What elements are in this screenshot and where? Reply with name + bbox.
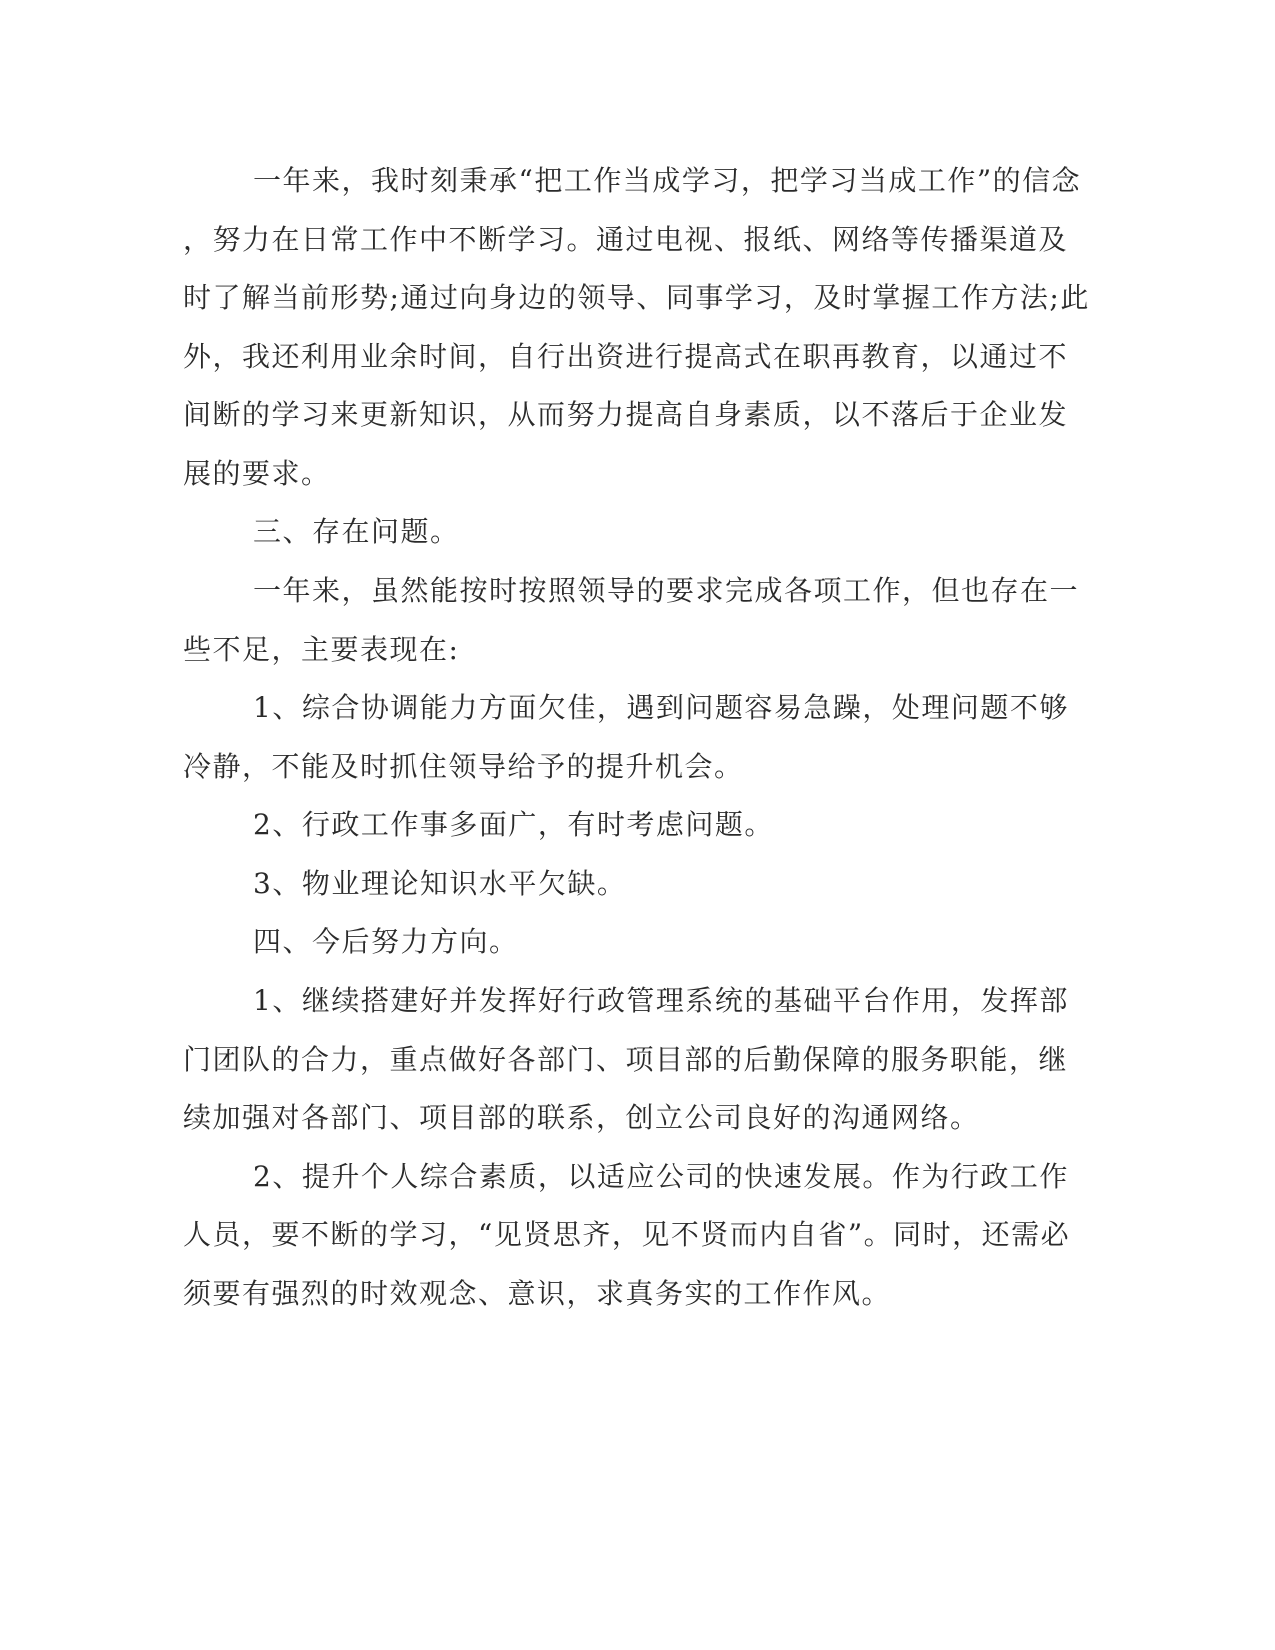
text-line: 些不足，主要表现在:	[183, 633, 460, 666]
text-line: ，努力在日常工作中不断学习。通过电视、报纸、网络等传播渠道及	[183, 223, 1069, 256]
text-line: 一年来，虽然能按时按照领导的要求完成各项工作，但也存在一	[253, 574, 1080, 607]
list-item: 1、继续搭建好并发挥好行政管理系统的基础平台作用，发挥部	[253, 984, 1069, 1017]
list-item: 2、提升个人综合素质，以适应公司的快速发展。作为行政工作	[253, 1160, 1069, 1193]
text-line: 时了解当前形势;通过向身边的领导、同事学习，及时掌握工作方法;此	[183, 281, 1090, 314]
text-line: 门团队的合力，重点做好各部门、项目部的后勤保障的服务职能，继	[183, 1043, 1069, 1076]
text-line: 须要有强烈的时效观念、意识，求真务实的工作作风。	[183, 1277, 892, 1310]
list-item: 2、行政工作事多面广，有时考虑问题。	[253, 808, 774, 841]
text-line: 一年来，我时刻秉承“把工作当成学习，把学习当成工作”的信念	[253, 164, 1082, 197]
list-item: 1、综合协调能力方面欠佳，遇到问题容易急躁，处理问题不够	[253, 691, 1069, 724]
text-line: 间断的学习来更新知识，从而努力提高自身素质，以不落后于企业发	[183, 398, 1069, 431]
text-line: 外，我还利用业余时间，自行出资进行提高式在职再教育，以通过不	[183, 340, 1069, 373]
list-item: 3、物业理论知识水平欠缺。	[253, 867, 627, 900]
text-line: 人员，要不断的学习，“见贤思齐，见不贤而内自省”。同时，还需必	[183, 1218, 1071, 1251]
text-line: 展的要求。	[183, 457, 331, 490]
text-line: 冷静，不能及时抓住领导给予的提升机会。	[183, 750, 744, 783]
section-heading: 四、今后努力方向。	[253, 925, 519, 958]
text-line: 续加强对各部门、项目部的联系，创立公司良好的沟通网络。	[183, 1101, 980, 1134]
section-heading: 三、存在问题。	[253, 515, 460, 548]
